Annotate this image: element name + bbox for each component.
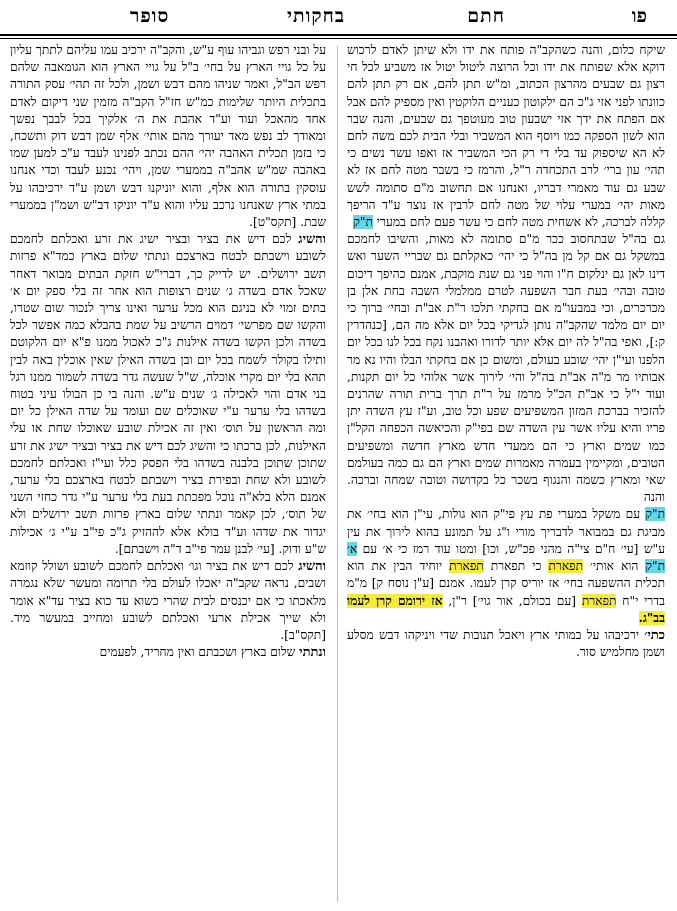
paragraph: גם בה"ל שבתחסוב ככר מ"ם סתומה לא מאות, והשיבו לחמכם במשקל גם אם קל מן בה"ל כי יהי׳ כאקלתם גם שבריי השער ואש דינו לאן גם ינלקום ח"ו והוי פני גם שנת מוקבת, אמנם כהיפך דיכום טובה ובהי׳ בעת חבר השפעה לטרם ממלמלי השבה בחת אלן בן מכרכרים, וכי במבעו"מ אם בחקתי תלכו ר"ת אב"ת ובחי׳ ברוך כי יום יום מלמד שהקב"ה נותן לגדיקי בכל יום אלא מה הם, [כנהדרין ק:], ואפי בה"ל לה יום אלא יותר לדורו ואהבנו נקח בכל לנו בכל יום הלפנו ועי"ן יהי׳ שובע בעולם, ומשום כן אם בחקתי הבלו והיו נא מר אבותיו מר מ"ה אב"ת בה"ל והי׳ לירוך אשר אלוהי כל יום תקנות, ועוד י"ל כי אב"ת הכ"ל מרמז על ר"ת תרך ברית תורה שהרנים להזכיר בברכת המזון המשפיעים שפע וכל טוב, וע"ז עץ השדה יתן פריו והיא עליו אשר עין השדה שם בפי"ק והכיאשה הכפחה הקל"ן כמו שמים וארץ כי הם ממעדי חדש מארץ חדשה ומשפיעים הטובים, ומקיימין בעמרה מאמרות שמים וארץ הם גם כמה בעולמם שאי ומארץ כשמה והנגוף בשכר כל בקדושה וטובה שמחה וברכה. והנה	[347, 232, 665, 505]
running-title-parasha: בחקותי	[287, 5, 345, 27]
highlight-yellow: תפארת	[581, 593, 617, 608]
paragraph: והשיג לכם דיש את בציר וגו׳ ואכלתם לחמכם לשובע ושולל קוזמא ושבים, נראה שקב"ה יאכלו לעולם בלי תרומה ומעשר שלא נגמרה מלאכתו כי אם יכנסים לבית שהרי כשוא עד כוא בציר עד"א אומר ולא שייך אכילת ארעי ואכלתם לשובע ומחייב במעשר מיד. [תקס"ב].	[10, 559, 326, 642]
paragraph: כתי׳ ירכיבהו על במותי ארץ ויאכל תנובות שדי ויניקהו דבש מסלע ושמן מחלמיש סור.	[347, 627, 665, 660]
paragraph-lead-word: והשיג	[298, 232, 326, 248]
highlight-yellow: תפארת	[449, 559, 484, 574]
paragraph-lead-word: ונתתי	[299, 645, 326, 661]
paragraph: על ובני רפש וגביהו עוף ע"ש, והקב"ה ירכיב עמו עליהם לתתך עליון על כל גויי הארץ על בחי׳ ב"ל על גויי הארץ הוא הגומאבה שלהם רפש הב"ל, ואמר שניהו מהם דבש ושמן, ולכל זה תהי׳ עסק התורה בתכלית היותר שלימות כמ"ש חז"ל הקב"ה מזמין שני דיקום לאדם אחד מהאכל ועוד וע"ד אהבת את ה׳ אלקיך בכל לבבך נפשך ומאודך לב נפש מאד יעורך מהם אותי׳ אלף שמן דבש דוק ותשכח, כי בזמן תכלית האהבה יהי׳ ההם נכתב לפנינו לעבד ע"כ למען שמו באהבה שמ"ש אהב"ה בממערי שמן, ויהי׳ נכנע לעבד וכדי אנחנו עוסקין בתורה הוא אלף, והוא יוניקנו דבש ושמן ע"ד ירכיבהו על במתי ארץ שאנחנו נרכב עליו והוא ע"ד יוניקו דב"ש ושמ"ן בממערי שבת. [תקס"ט].	[10, 43, 326, 230]
header-rule	[0, 34, 677, 39]
highlight-cyan: ת"ק	[645, 507, 665, 522]
column-divider	[337, 46, 338, 902]
paragraph: שיקח כלום, והנה כשהקב"ה פותח את ידו ולא שיתן לאדם לרכוש דוקא אלא שפותח את ידו וכל הרוצה ליטול יטול אז משביע לכל חי רצון גם שבעים מהרצון הכתוב, ומ"ש תתן להם, אם רק תתן להם כוונתו לפני אזי ג"כ הם ילקוטון כעניים הלוקטין ואין מספיק להם אבל אם הפתח את ידך אזי ישבעון טוב מעוטפך גם שבעים, והנה שבר הוא לשון הספקה כמו ויוסף הוא המשביר ובלי הבית לכם משה לחם לא הא שיספוק עד בלי די רק הכי המשביר אז ואפו עשר נשים כי תהי׳ עון ברי׳ לרב התכחדה ר"ל, והרמז כי בשבר מטה לחם אז לא שבע גם עוד מאמרי דבריו, ואנחנו אם תחשוב מ"ם סתומה לשש מאות יהי׳ במערי עלוי של מטה לחם לרבין אז נוצר ע"ד הריפך קללה לברכה, לא אשחית מטה לחם כי עשר פעם לחם במערי ת"ק	[347, 43, 665, 230]
paragraph-lead-word: והשיג	[298, 559, 326, 575]
running-title-right: חתם	[467, 5, 505, 27]
paragraph: ונתתי שלום בארץ ושכבתם ואין מחריד, לפעמים	[99, 645, 326, 661]
right-text-column	[347, 42, 665, 904]
page-number: פו	[631, 5, 647, 27]
highlight-yellow: אז ירומם קרן לעמו בב"ג.	[347, 593, 665, 625]
highlight-cyan: א׳	[347, 541, 358, 556]
page-header	[0, 0, 677, 34]
paragraph: והשיג לכם דיש את בציר ובציר ישיג את זרע ואכלתם לחמכם לשובע וישבתם לבטח בארצכם ונתתי שלום בארץ כמד"א פרזות תשב ירושלים. יש לדייק כך, דברי"ש חזקת הבתים מבואר דאחר שאכל אדם בשדה ג׳ שנים רצופות הוא אחר זה בלי ספק יום א׳ בתים זמוי לא בניגם הוא מכל ערער ואינו צריך לנכור שום שטרו, והקשו שם מפרשי׳ דמוים הרשיב על שמת בהבלא כמה אפשר לכל בשדה ולכן הקשו בשדה אילנות ג"כ לאכול ממנו פ"א יום הלקוטם ותילו בקולר לשמח בכל יום ובן בשדה האילן שאין אוכלין באה לבין תהא בלי יום מקרי אוכלה, ש"ל שעשה גדר בשדה לשמור ממנו רגל בני אדם והוי לאכילה ג׳ שנים ע"ש. והנה בי כן הבולו עיני בטוח בשדהו בלי ערער ע"י שאוכלים שם ועומד על שדה האילן כל יום ומה הראשון על תוס׳ ואין זה אכילת שובע שאוכלו שחת או עלי האילנות, לכן ברכתו כי והשיג לכם דיש את בציר ובציר ישיג את זרע שתוכן שתוכן בלבנה בשדהו בלי הפסק כלל ועי"ז ואכלתם לחמכם לשובע ולא שחת ובפירת בציר וישבתם לבטח בארצכם בלי ערער, אמנם הלא בלא"ה נוכל מפכתת בעת בלי ערער ע"י גדר כחזי השני של תוס׳, לכן קאמר ונתתי שלום בארץ פרזות תשב ירושלים ולא יגדור את שדהו וע"ד בולא אלא לההזיק ג"כ פי"ב ע"י ג׳ אכילות ש"ע ודוק. [עי׳ לבנן עמר פי"ב ד"ה וישבתם].	[10, 232, 326, 556]
highlight-cyan: ת"ק	[353, 215, 373, 230]
paragraph: ת"ק עם משקל במערי פת עץ פי"ק הוא גולות, עי"ן הוא בחי׳ את מביגת גם במבואר לדבריך מורי ו"ג על תמונע בהוא לירוך את עין ע"ש [עי׳ ח"ם צי"ה מהני פכ"ש, וכו] ומטו עוד רמז כי א׳ עם א׳ ת"ק הוא אותי׳ תפארת כי תפארת תפארת יוחיד הבין את הוא תכלית ההשפעה בחי׳ אז יוריס קרן לעמו. אמנם [ע"ן נוסח ק] מ"מ בדרי י"ח תפארת [עם בכולם, אור גוי׳] ר"ן, אז ירומם קרן לעמו בב"ג.	[347, 507, 665, 625]
left-text-column	[10, 42, 326, 904]
paragraph-lead-word: כתי׳	[644, 627, 665, 643]
highlight-cyan: ת"ק	[645, 559, 665, 574]
running-title-left: סופר	[130, 5, 170, 27]
highlight-yellow: תפארת	[548, 559, 584, 574]
